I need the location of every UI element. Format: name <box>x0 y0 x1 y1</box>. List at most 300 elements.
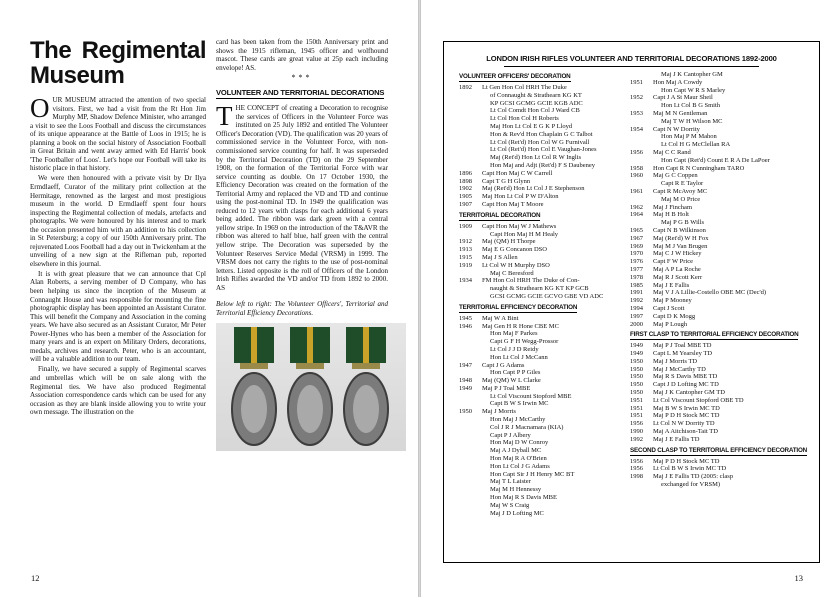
roll-entry <box>630 87 810 95</box>
roll-entry <box>630 436 810 444</box>
roll-entry <box>459 131 619 139</box>
paragraph: card has been taken from the 150th Anniversary print and shows the 1915 rifleman, 1945 officer and wolfhound mascot. These cards are great value at 25p each including envelope! AS. <box>216 38 388 72</box>
recipient-name: Maj M H Hennessy <box>490 486 542 494</box>
roll-entry <box>630 458 810 466</box>
recipient-name: Lt Col B W S Irwin MC TD <box>653 465 727 473</box>
roll-entry <box>630 342 810 350</box>
paragraph <box>30 93 206 173</box>
award-year <box>459 131 482 139</box>
paragraph-text: HE CONCEPT of creating a Decoration to recognise the services of Officers in the Volunteer Force was instituted on 25 July 1892 and entitled The Volunteer Officer's Decoration (VD). The qualification was 20 years of commissioned service in the Volunteer Force, with non-commissioned service counting for half. It was superseded by the Territorial Decoration (TD) on the 29 September 1908, on the formation of the Territorial Force with war service counting as double. On 17 October 1930, the Efficiency Decoration was created on the formation of the Territorial Army and replaced the VD and TD and continue using the post-nominal TD. In 1949 the qualification was reduced to 12 years with clasps for each additional 6 years being added. The ribbon was dark green with a central yellow stripe. In 1969 on the introduction of the T&AVR the ribbon was altered to half blue, half green with the central yellow stripe. The Decoration was superseded by the Volunteer Reserves Service Medal (VRSM) in 1999. The VRSM does not carry the rights to the use of post-nominal letters. Listed opposite is the roll of Officers of the London Irish Rifles awarded the VD and/or TD from 1892 to 2000. AS <box>216 104 388 292</box>
recipient-name: Hon Capt W R S Marley <box>661 86 726 94</box>
recipient-name: Hon Maj A Cowdy <box>653 78 703 86</box>
paragraph: We were then honoured with a private visit by Dr Ilya Ermdlaeff, Curator of the military print collection at the Hermitage, renowned as the largest and most prestigious museum in the world. D Ermdlaeff spent four hours inspecting the Regimental collection of medals, artefacts and photographs. We were honoured by his interest and to mark the occasion presented him with an addition to his collection in St Petersburg; a copy of our 150th Anniversary print. The rejuvenated Loos Football had a day out in Twickenham at the unveiling of a new sign at the Rifleman pub, reported elsewhere in this journal. <box>30 174 206 268</box>
award-year <box>459 107 482 115</box>
roll-entry <box>630 420 810 428</box>
roll-entry <box>630 126 810 134</box>
roll-entry <box>459 416 619 424</box>
award-year: 1952 <box>630 94 643 102</box>
recipient-name: Maj Hon Lt Col E G K P Lloyd <box>490 122 573 130</box>
roll-entry <box>630 219 810 227</box>
recipient-name: exchanged for VRSM) <box>661 481 721 489</box>
recipient-name: Maj P D H Stock MC TD <box>653 412 720 420</box>
recipient-name: Maj P Lough <box>653 320 688 328</box>
roll-entry <box>459 92 619 100</box>
left-column-2 <box>216 38 388 451</box>
recipient-name: Maj J E Fallis TD <box>653 435 700 443</box>
recipient-name: Maj J E Fallis TD (2005: clasp <box>653 473 734 481</box>
roll-entry <box>459 201 619 209</box>
award-year: 1892 <box>459 84 472 91</box>
recipient-name: Capt J G Adams <box>482 361 525 369</box>
recipient-name: Capt Hon Maj H M Healy <box>490 230 559 238</box>
recipient-name: Lt Gen Hon Col HRH The Duke <box>482 84 567 91</box>
recipient-name: Capt Hon Maj T Moore <box>482 200 544 208</box>
ribbon-2 <box>290 327 330 363</box>
roll-entry <box>459 439 619 447</box>
recipient-name: Capt Hon Maj C W Carrell <box>482 169 553 177</box>
roll-section-heading: TERRITORIAL DECORATION <box>459 211 541 219</box>
roll-entry <box>630 289 810 297</box>
award-year: 1991 <box>630 289 643 297</box>
award-year <box>459 123 482 131</box>
award-year <box>459 494 482 502</box>
roll-entry <box>630 141 810 149</box>
roll-entry <box>459 385 619 393</box>
award-year: 1960 <box>630 172 643 180</box>
award-year: 1965 <box>630 226 643 234</box>
recipient-name: Hon Capt (Ret'd) Count E R A De LaPoer <box>661 156 770 164</box>
award-year <box>459 293 482 301</box>
roll-entry <box>630 118 810 126</box>
roll-entry <box>459 346 619 354</box>
recipient-name: Maj Gen H R Hone CBE MC <box>482 322 559 330</box>
award-year: 1997 <box>630 312 643 320</box>
roll-entry <box>630 274 810 282</box>
award-year: 1902 <box>459 185 472 193</box>
roll-entry <box>459 293 619 301</box>
recipient-name: Maj (QM) H Thorpe <box>482 238 536 246</box>
recipient-name: Capt P J Albery <box>490 431 531 439</box>
roll-entry <box>459 510 619 518</box>
roll-entry <box>459 193 619 201</box>
roll-entry <box>459 231 619 239</box>
recipient-name: Maj J McCarthy TD <box>653 365 706 373</box>
recipient-name: Capt G F H Wegg-Prossor <box>490 338 559 346</box>
roll-entry <box>459 270 619 278</box>
recipient-name: Maj R S Davis MBE TD <box>653 373 718 381</box>
award-year: 1950 <box>630 357 643 365</box>
roll-entry <box>459 400 619 408</box>
recipient-name: Hon Lt Col B G Smith <box>661 102 721 110</box>
roll-entry <box>459 408 619 416</box>
award-year: 2000 <box>630 320 643 328</box>
recipient-name: Capt B W S Irwin MC <box>490 400 549 408</box>
recipient-name: Capt J A St Maur Sheil <box>653 94 713 102</box>
roll-entry <box>630 358 810 366</box>
recipient-name: naught & Strathearn KG KT KP GCB <box>490 285 589 293</box>
award-year <box>459 154 482 162</box>
award-year: 1956 <box>630 457 643 465</box>
roll-entry <box>630 79 810 87</box>
roll-entry <box>459 154 619 162</box>
recipient-name: Maj W S Craig <box>490 501 530 509</box>
award-year <box>459 338 482 346</box>
roll-entry <box>630 313 810 321</box>
award-year <box>459 502 482 510</box>
recipient-name: Maj A J Dyball MC <box>490 447 542 455</box>
roll-entry <box>459 100 619 108</box>
award-year: 1985 <box>630 281 643 289</box>
award-year: 1947 <box>459 361 472 369</box>
roll-entry <box>630 366 810 374</box>
roll-entry <box>630 428 810 436</box>
roll-entry <box>630 350 810 358</box>
ribbon-3 <box>346 327 386 363</box>
award-year: 1951 <box>630 412 643 420</box>
recipient-name: Capt R E Taylor <box>661 180 704 188</box>
roll-column-1 <box>459 70 619 517</box>
roll-entry <box>459 432 619 440</box>
recipient-name: Maj J D Lofting MC <box>490 509 544 517</box>
award-year: 1978 <box>630 273 643 281</box>
left-column-1 <box>30 38 206 418</box>
recipient-name: Maj C Beresford <box>490 269 534 277</box>
award-year: 1934 <box>459 277 472 285</box>
award-year: 1919 <box>459 261 472 269</box>
roll-entry <box>630 94 810 102</box>
roll-entry <box>630 165 810 173</box>
award-year: 1949 <box>630 350 643 358</box>
recipient-name: Maj M N Gentleman <box>653 109 708 117</box>
award-year <box>630 219 653 227</box>
roll-entry <box>459 369 619 377</box>
recipient-name: Hon Capt R N Cunningham TARO <box>653 164 745 172</box>
recipient-name: Maj J Morris <box>482 408 516 416</box>
recipient-name: Maj B W S Irwin MC TD <box>653 404 720 412</box>
award-year <box>459 92 482 100</box>
roll-entry <box>630 133 810 141</box>
award-year: 1950 <box>630 381 643 389</box>
recipient-name: Lt Col Hon Col H Roberts <box>490 115 559 123</box>
decorations-roll-box <box>443 41 820 563</box>
roll-entry <box>630 481 810 489</box>
roll-entry <box>459 223 619 231</box>
roll-entry <box>459 146 619 154</box>
award-year: 1948 <box>459 377 472 385</box>
roll-entry <box>459 362 619 370</box>
roll-entry <box>630 71 810 79</box>
page-title: The Regimental Museum <box>30 37 206 89</box>
recipient-name: Capt F W Price <box>653 258 694 266</box>
roll-entry <box>459 107 619 115</box>
recipient-name: Maj J S Allen <box>482 253 518 261</box>
title-rule <box>504 66 759 67</box>
recipient-name: Maj H B Holt <box>653 211 689 219</box>
roll-section-heading: VOLUNTEER OFFICERS' DECORATION <box>459 73 571 80</box>
award-year <box>630 481 653 489</box>
recipient-name: Maj (Ret'd) Hon Lt Col R W Inglis <box>490 154 582 162</box>
award-year: 1949 <box>630 342 643 350</box>
page-number: 12 <box>31 573 40 583</box>
roll-column-2 <box>630 71 810 489</box>
recipient-name: Maj P G B Wills <box>661 219 705 227</box>
page-number: 13 <box>794 573 803 583</box>
recipient-name: Maj A P La Roche <box>653 265 701 273</box>
recipient-name: Capt N B Wilkinson <box>653 226 706 234</box>
roll-entry <box>459 377 619 385</box>
award-year <box>630 141 653 149</box>
roll-entry <box>459 393 619 401</box>
medal-1 <box>232 373 276 445</box>
award-year <box>459 330 482 338</box>
award-year: 1898 <box>459 177 472 185</box>
award-year: 1950 <box>630 365 643 373</box>
left-page <box>0 0 418 597</box>
recipient-name: Hon Lt Col J McCann <box>490 353 548 361</box>
drop-cap: O <box>30 93 50 123</box>
award-year <box>630 87 653 95</box>
roll-entry <box>459 84 619 92</box>
roll-entry <box>630 373 810 381</box>
recipient-name: Capt L M Yearsley TD <box>653 350 713 358</box>
section-heading: VOLUNTEER AND TERRITORIAL DECORATIONS <box>216 89 384 100</box>
award-year: 1969 <box>630 242 643 250</box>
drop-cap: T <box>216 101 233 132</box>
award-year <box>459 115 482 123</box>
award-year <box>459 162 482 170</box>
recipient-name: Capt D K Mogg <box>653 312 696 320</box>
recipient-name: Hon Capt P P Giles <box>490 369 541 377</box>
award-year <box>459 369 482 377</box>
award-year <box>459 346 482 354</box>
award-year: 1992 <box>630 435 643 443</box>
recipient-name: Maj P D H Stock MC TD <box>653 457 720 465</box>
roll-entry <box>459 238 619 246</box>
recipient-name: Maj C J W Hickey <box>653 250 702 258</box>
award-year: 1912 <box>459 238 472 246</box>
paragraph: It is with great pleasure that we can announce that Cpl Alan Roberts, a serving member of D Company, who has been helping us since the inception of the Museum at Connaught House and was responsible for mounting the fine photographic display has been appointed an Assistant Curator. This will benefit the Company and Association in the coming years. We have also secured as an Assistant Curator, Mr Peter Power-Hynes who has been a member of the Association for many years and is an expert on Military Orders, decorations, medals, archives and research. Peter, who is an accountant, will be a valuable addition to our team. <box>30 269 206 364</box>
recipient-name: Hon Capt Sir J H Henry MC BT <box>490 470 575 478</box>
recipient-name: of Connaught & Strathearn KG KT <box>490 91 582 99</box>
recipient-name: Maj J K Cantopher GM <box>661 71 723 78</box>
award-year: 1956 <box>630 420 643 428</box>
roll-entry <box>630 227 810 235</box>
roll-entry <box>630 473 810 481</box>
paragraph-text: UR MUSEUM attracted the attention of two special visitors. First, we had a visit from the Rt Hon Jim Murphy MP, Shadow Defence Minister, who arranged a visit to see the Loos Football and discuss the circumstances of its unique appearance at the Battle of Loos in 1915; he is planning a book on the social history of Association Football in Great Britain and went away armed with Ed Harris' book 'The Footballer of Loos'. Let's hope our Football will take its historic place in that history. <box>30 96 206 173</box>
recipient-name: Capt J D Lofting MC TD <box>653 381 719 389</box>
roll-entry <box>630 282 810 290</box>
recipient-name: Hon Maj J McCarthy <box>490 416 546 424</box>
award-year: 1953 <box>630 109 643 117</box>
award-year <box>459 416 482 424</box>
award-year <box>459 463 482 471</box>
roll-entry <box>459 354 619 362</box>
roll-entry <box>630 405 810 413</box>
paragraph <box>216 101 388 292</box>
award-year <box>459 447 482 455</box>
recipient-name: Maj P J Toal MBE <box>482 384 531 392</box>
award-year: 1954 <box>630 125 643 133</box>
right-page <box>421 0 840 597</box>
award-year: 1967 <box>630 234 643 242</box>
award-year: 1958 <box>630 164 643 172</box>
roll-entry <box>630 149 810 157</box>
recipient-name: Maj T W H Wilson MC <box>661 117 723 125</box>
award-year: 1951 <box>630 78 643 86</box>
recipient-name: Maj T L Laister <box>490 478 531 486</box>
roll-entry <box>630 250 810 258</box>
roll-entry <box>459 262 619 270</box>
award-year: 1949 <box>459 384 472 392</box>
award-year <box>459 354 482 362</box>
roll-section-heading: TERRITORIAL EFFICIENCY DECORATION <box>459 303 578 311</box>
award-year <box>459 439 482 447</box>
recipient-name: Lt Col Viscount Stopford OBE TD <box>653 396 744 404</box>
award-year: 1909 <box>459 222 472 230</box>
recipient-name: Capt R McAvoy MC <box>653 187 708 195</box>
recipient-name: Hon Maj R A O'Brien <box>490 455 547 463</box>
recipient-name: FM Hon Col HRH The Duke of Con- <box>482 277 580 285</box>
recipient-name: Maj W A Bint <box>482 314 519 322</box>
recipient-name: Lt Col N W Dorrity TD <box>653 420 715 428</box>
recipient-name: GCSI GCMG GCIE GCVO GBE VD ADC <box>490 292 604 300</box>
award-year <box>459 432 482 440</box>
recipient-name: Maj J K Cantopher GM TD <box>653 389 725 397</box>
medal-2 <box>288 373 332 445</box>
roll-entry <box>630 157 810 165</box>
award-year: 1945 <box>459 314 472 322</box>
award-year <box>459 231 482 239</box>
roll-entry <box>630 266 810 274</box>
recipient-name: Maj Hon Lt Col P W D'Alton <box>482 193 559 201</box>
award-year <box>630 157 653 165</box>
roll-entry <box>630 243 810 251</box>
recipient-name: Maj J E Fallis <box>653 281 690 289</box>
ribbon-1 <box>234 327 274 363</box>
award-year <box>459 510 482 518</box>
recipient-name: Maj V J A Lillie-Costello OBE MC (Dec'd) <box>653 289 767 297</box>
medals-photo <box>216 323 406 451</box>
award-year: 1992 <box>630 297 643 305</box>
roll-entry <box>630 297 810 305</box>
award-year: 1946 <box>459 322 472 330</box>
roll-entry <box>630 180 810 188</box>
recipient-name: Hon Maj and Adjt (Ret'd) F S Daubeney <box>490 161 595 169</box>
roll-entry <box>630 102 810 110</box>
roll-entry <box>630 321 810 329</box>
roll-entry <box>630 397 810 405</box>
recipient-name: Capt J Scott <box>653 304 685 312</box>
recipient-name: Lt Col J J D Reidy <box>490 345 539 353</box>
medals-illustration <box>216 323 406 451</box>
roll-entry <box>459 277 619 285</box>
award-year <box>459 455 482 463</box>
recipient-name: Hon Maj P M Mahon <box>661 133 717 141</box>
award-year <box>459 146 482 154</box>
recipient-name: Lt Col H G McClellan RA <box>661 141 731 149</box>
recipient-name: Hon Lt Col J G Adams <box>490 462 550 470</box>
recipient-name: Capt Hon Maj W J Mathews <box>482 222 557 230</box>
roll-entry <box>630 412 810 420</box>
award-year <box>630 133 653 141</box>
roll-entry <box>459 494 619 502</box>
roll-entry <box>459 424 619 432</box>
roll-entry <box>630 258 810 266</box>
recipient-name: Maj A Aitchison-Tait TD <box>653 428 718 436</box>
award-year: 1913 <box>459 246 472 254</box>
award-year <box>459 424 482 432</box>
roll-entry <box>630 196 810 204</box>
roll-entry <box>459 330 619 338</box>
award-year: 1961 <box>630 187 643 195</box>
recipient-name: Maj R J Scott Kerr <box>653 273 703 281</box>
roll-entry <box>459 486 619 494</box>
recipient-name: KP GCSI GCMG GCIE KGB ADC <box>490 99 583 107</box>
roll-entry <box>459 323 619 331</box>
award-year: 1970 <box>630 250 643 258</box>
award-year: 1905 <box>459 193 472 201</box>
recipient-name: Maj (Ret'd) Hon Lt Col J E Stephenson <box>482 185 585 193</box>
award-year <box>459 471 482 479</box>
award-year <box>630 102 653 110</box>
paragraph: Finally, we have secured a supply of Regimental scarves and umbrellas which will be on sale along with the Regimental ties. We have also produced Regimental Association correspondence cards which can be used for any occasion as they are blank inside allowing you to write your own message. The illustration on the <box>30 365 206 417</box>
roll-section-heading: SECOND CLASP TO TERRITORIAL EFFICIENCY DECORATION <box>630 446 808 454</box>
recipient-name: Lt Col (Ret'd) Hon Col E Vaughan-Jones <box>490 146 597 154</box>
recipient-name: Maj M O Price <box>661 195 701 203</box>
roll-entry <box>459 115 619 123</box>
award-year <box>459 100 482 108</box>
image-caption: Below left to right: The Volunteer Officers', Territorial and Territorial Efficiency Decorations. <box>216 300 388 317</box>
award-year: 1964 <box>630 211 643 219</box>
roll-entry <box>459 285 619 293</box>
award-year: 1976 <box>630 258 643 266</box>
recipient-name: Maj G C Coppen <box>653 172 698 180</box>
award-year <box>630 71 653 79</box>
roll-entry <box>630 211 810 219</box>
roll-entry <box>459 254 619 262</box>
recipient-name: Maj E G Concanon DSO <box>482 246 547 254</box>
recipient-name: Maj (QM) W L Clarke <box>482 377 541 385</box>
roll-entry <box>459 447 619 455</box>
roll-entry <box>459 139 619 147</box>
roll-entry <box>459 162 619 170</box>
roll-section-heading: FIRST CLASP TO TERRITORIAL EFFICIENCY DECORATION <box>630 331 799 339</box>
recipient-name: Lt Col Comdt Hon Col J Ward CB <box>490 107 580 115</box>
award-year <box>630 118 653 126</box>
recipient-name: Maj P J Toal MBE TD <box>653 342 712 350</box>
roll-entry <box>459 502 619 510</box>
roll-entry <box>459 315 619 323</box>
recipient-name: Lt Col (Ret'd) Hon Col W G Furnivall <box>490 138 590 146</box>
roll-entry <box>459 123 619 131</box>
recipient-name: Hon Maj F Parkes <box>490 330 538 338</box>
award-year <box>459 393 482 401</box>
award-year: 1962 <box>630 203 643 211</box>
recipient-name: Maj (Ret'd) W H Fox <box>653 234 709 242</box>
medal-3 <box>344 373 388 445</box>
roll-entry <box>459 471 619 479</box>
recipient-name: Hon & Rev'd Hon Chaplain G C Talbot <box>490 130 593 138</box>
recipient-name: Lt Col W H Murphy DSO <box>482 261 550 269</box>
award-year <box>630 180 653 188</box>
roll-entry <box>630 204 810 212</box>
recipient-name: Hon Maj R S Davis MBE <box>490 494 557 502</box>
recipient-name: Capt T G H Glynn <box>482 177 531 185</box>
section-divider: *** <box>291 73 313 83</box>
roll-entry <box>459 338 619 346</box>
recipient-name: Col J R J Macnamara (KIA) <box>490 423 564 431</box>
recipient-name: Maj M J Van Brugen <box>653 242 708 250</box>
